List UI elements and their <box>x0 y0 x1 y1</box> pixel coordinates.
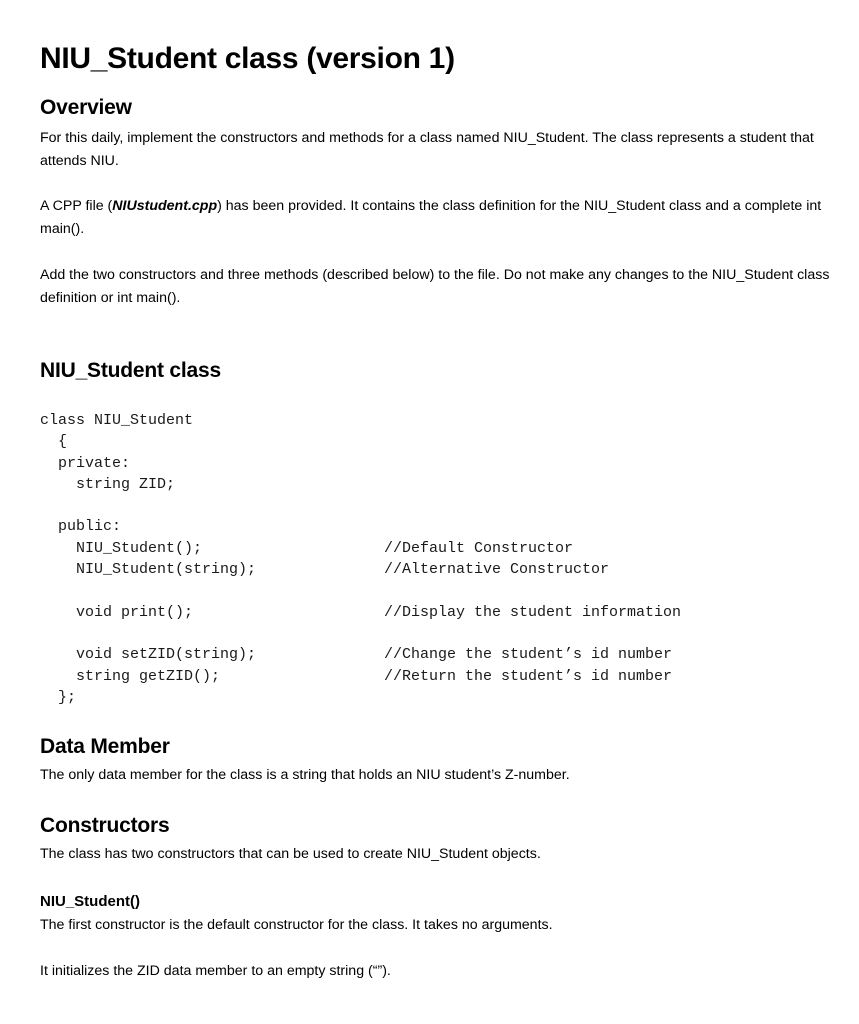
code-line: class NIU_Student <box>40 412 194 429</box>
default-constructor-heading: NIU_Student() <box>40 893 140 910</box>
code-line: { <box>40 433 68 450</box>
overview-paragraph-2-before: A CPP file ( <box>40 198 113 214</box>
code-line: private: <box>40 455 131 472</box>
data-member-text: The only data member for the class is a string that holds an NIU student’s Z-number. <box>40 767 570 783</box>
overview-heading: Overview <box>40 96 132 119</box>
code-comment: //Return the student’s id number <box>384 668 673 685</box>
overview-paragraph-1: For this daily, implement the constructors and methods for a class named NIU_Student. The class represents a student that attends NIU. <box>40 130 814 169</box>
code-comment: //Alternative Constructor <box>384 561 610 578</box>
code-comment: //Display the student information <box>384 604 682 621</box>
code-line: void setZID(string); <box>40 646 257 663</box>
constructors-text: The class has two constructors that can be used to create NIU_Student objects. <box>40 846 541 862</box>
code-line: string ZID; <box>40 476 176 493</box>
data-member-heading: Data Member <box>40 735 170 758</box>
page-title: NIU_Student class (version 1) <box>40 42 455 75</box>
code-line: }; <box>40 689 77 706</box>
overview-paragraph-2 <box>40 195 830 241</box>
default-constructor-text-2: It initializes the ZID data member to an empty string (“”). <box>40 963 391 979</box>
default-constructor-text-1: The first constructor is the default constructor for the class. It takes no arguments. <box>40 917 553 933</box>
code-line: public: <box>40 518 122 535</box>
class-section-heading: NIU_Student class <box>40 359 221 382</box>
code-line: NIU_Student(string); <box>40 561 257 578</box>
code-line: string getZID(); <box>40 668 221 685</box>
cpp-file-name: NIUstudent.cpp <box>112 198 218 214</box>
overview-paragraph-3: Add the two constructors and three methods (described below) to the file. Do not make any changes to the NIU_Student class definition or int main(). <box>40 267 830 306</box>
overview-paragraph-2-after: ) has been provided. It contains the class definition for the NIU_Student class and a complete int main(). <box>40 198 822 237</box>
code-line: NIU_Student(); <box>40 540 203 557</box>
constructors-heading: Constructors <box>40 814 170 837</box>
code-comment: //Default Constructor <box>384 540 574 557</box>
code-comment: //Change the student’s id number <box>384 646 673 663</box>
code-line: void print(); <box>40 604 194 621</box>
